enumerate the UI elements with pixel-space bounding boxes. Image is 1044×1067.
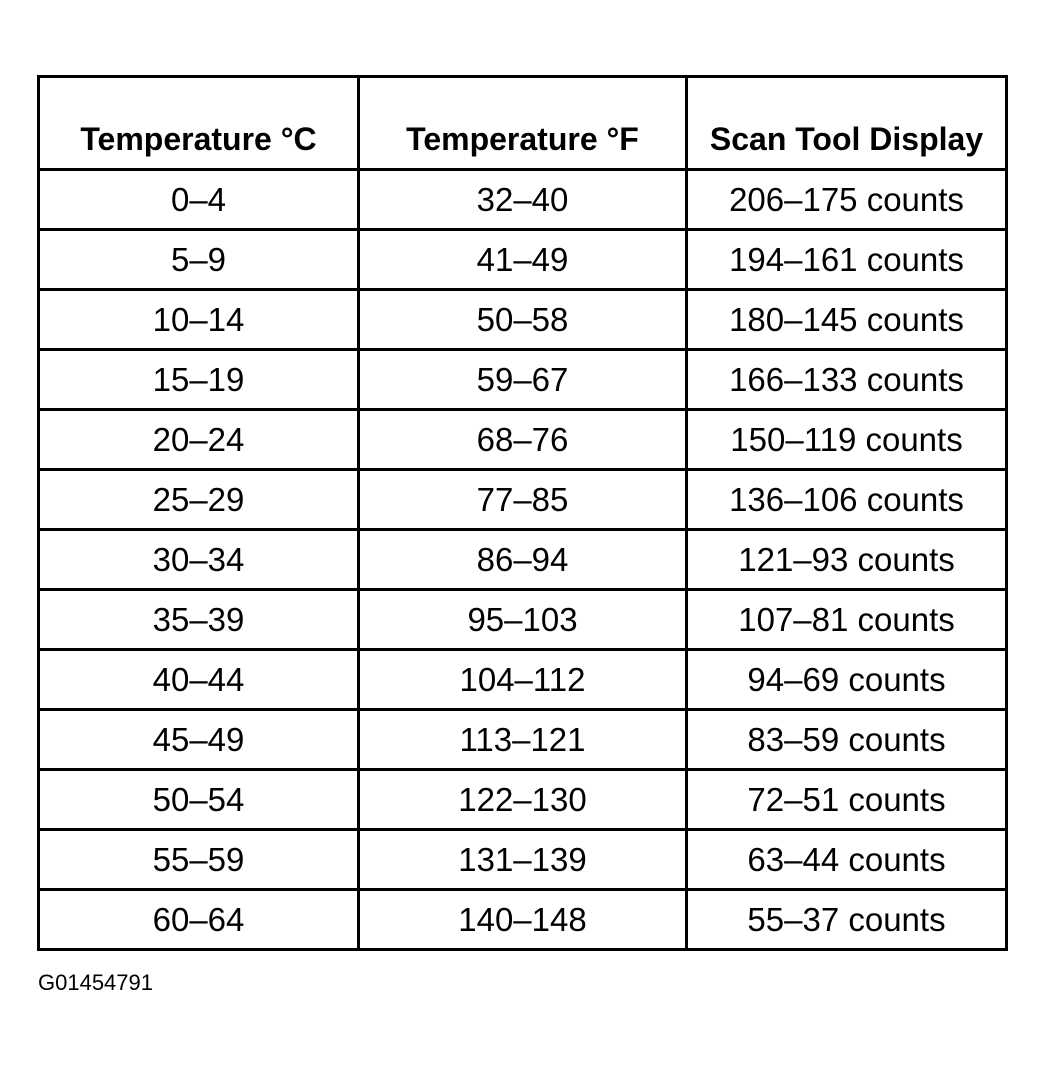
counts-cell: 180–145 counts: [687, 290, 1007, 350]
celsius-cell: 45–49: [39, 710, 359, 770]
table-row: [39, 710, 1007, 770]
celsius-cell: 0–4: [39, 170, 359, 230]
table-row: [39, 410, 1007, 470]
celsius-cell: 15–19: [39, 350, 359, 410]
fahrenheit-cell: 32–40: [359, 170, 687, 230]
fahrenheit-cell: 122–130: [359, 770, 687, 830]
celsius-cell: 30–34: [39, 530, 359, 590]
table-row: [39, 770, 1007, 830]
celsius-cell: 40–44: [39, 650, 359, 710]
table-row: [39, 350, 1007, 410]
fahrenheit-cell: 59–67: [359, 350, 687, 410]
celsius-cell: 35–39: [39, 590, 359, 650]
header-temperature-c: Temperature °C: [39, 77, 359, 170]
counts-cell: 55–37 counts: [687, 890, 1007, 950]
counts-cell: 63–44 counts: [687, 830, 1007, 890]
fahrenheit-cell: 41–49: [359, 230, 687, 290]
counts-cell: 166–133 counts: [687, 350, 1007, 410]
counts-cell: 150–119 counts: [687, 410, 1007, 470]
temperature-scan-table: [37, 75, 1008, 951]
counts-cell: 194–161 counts: [687, 230, 1007, 290]
table-row: [39, 290, 1007, 350]
table-row: [39, 170, 1007, 230]
table-row: [39, 890, 1007, 950]
table-row: [39, 470, 1007, 530]
table-row: [39, 650, 1007, 710]
celsius-cell: 55–59: [39, 830, 359, 890]
counts-cell: 83–59 counts: [687, 710, 1007, 770]
celsius-cell: 10–14: [39, 290, 359, 350]
counts-cell: 94–69 counts: [687, 650, 1007, 710]
fahrenheit-cell: 68–76: [359, 410, 687, 470]
counts-cell: 206–175 counts: [687, 170, 1007, 230]
table-row: [39, 590, 1007, 650]
celsius-cell: 20–24: [39, 410, 359, 470]
header-temperature-f: Temperature °F: [359, 77, 687, 170]
table-row: [39, 830, 1007, 890]
celsius-cell: 50–54: [39, 770, 359, 830]
counts-cell: 136–106 counts: [687, 470, 1007, 530]
header-scan-tool-display: Scan Tool Display: [687, 77, 1007, 170]
fahrenheit-cell: 95–103: [359, 590, 687, 650]
table-row: [39, 530, 1007, 590]
fahrenheit-cell: 77–85: [359, 470, 687, 530]
celsius-cell: 5–9: [39, 230, 359, 290]
celsius-cell: 25–29: [39, 470, 359, 530]
fahrenheit-cell: 50–58: [359, 290, 687, 350]
fahrenheit-cell: 104–112: [359, 650, 687, 710]
fahrenheit-cell: 140–148: [359, 890, 687, 950]
figure-code: G01454791: [38, 970, 153, 995]
counts-cell: 121–93 counts: [687, 530, 1007, 590]
table-row: [39, 230, 1007, 290]
celsius-cell: 60–64: [39, 890, 359, 950]
fahrenheit-cell: 131–139: [359, 830, 687, 890]
header-row: [39, 77, 1007, 170]
fahrenheit-cell: 113–121: [359, 710, 687, 770]
fahrenheit-cell: 86–94: [359, 530, 687, 590]
counts-cell: 72–51 counts: [687, 770, 1007, 830]
counts-cell: 107–81 counts: [687, 590, 1007, 650]
